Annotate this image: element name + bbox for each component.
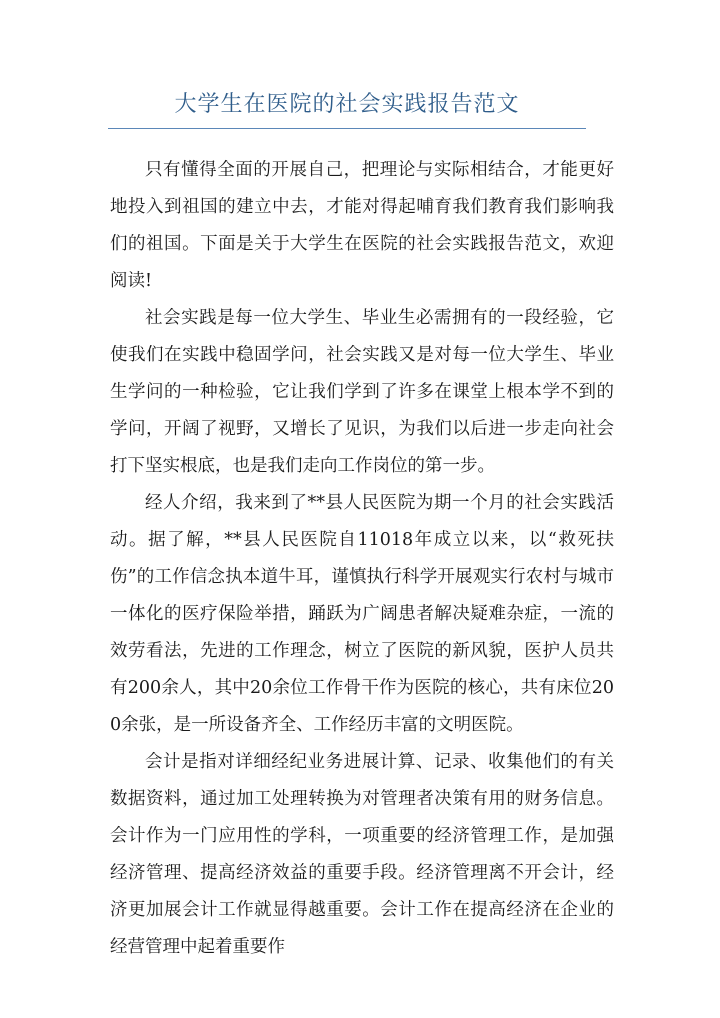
paragraph-intro: 只有懂得全面的开展自己，把理论与实际相结合，才能更好地投入到祖国的建立中去，才能对得起哺育我们教育我们影响我们的祖国。下面是关于大学生在医院的社会实践报告范文，欢迎阅读! bbox=[110, 160, 614, 291]
document-title: 大学生在医院的社会实践报告范文 bbox=[174, 92, 520, 117]
paragraph-hospital-intro: 经人介绍，我来到了**县人民医院为期一个月的社会实践活动。据了解，**县人民医院自11018年成立以来，以“救死扶伤”的工作信念执本道牛耳，谨慎执行科学开展观实行农村与城市一体化的医疗保险举措，踊跃为广阔患者解决疑难杂症，一流的效劳看法，先进的工作理念，树立了医院的新风貌，医护人员共有200余人，其中20余位工作骨干作为医院的核心，共有床位200余张，是一所设备齐全、工作经历丰富的文明医院。 bbox=[110, 493, 614, 735]
paragraph-social-practice: 社会实践是每一位大学生、毕业生必需拥有的一段经验，它使我们在实践中稳固学问，社会实践又是对每一位大学生、毕业生学问的一种检验，它让我们学到了许多在课堂上根本学不到的学问，开阔了视野，又增长了见识，为我们以后进一步走向社会打下坚实根底，也是我们走向工作岗位的第一步。 bbox=[110, 308, 614, 476]
document-body bbox=[110, 152, 614, 966]
paragraph-accounting: 会计是指对详细经纪业务进展计算、记录、收集他们的有关数据资料，通过加工处理转换为对管理者决策有用的财务信息。会计作为一门应用性的学科，一项重要的经济管理工作，是加强经济管理、提高经济效益的重要手段。经济管理离不开会计，经济更加展会计工作就显得越重要。会计工作在提高经济在企业的经营管理中起着重要作 bbox=[110, 752, 614, 957]
title-underline bbox=[108, 128, 586, 129]
